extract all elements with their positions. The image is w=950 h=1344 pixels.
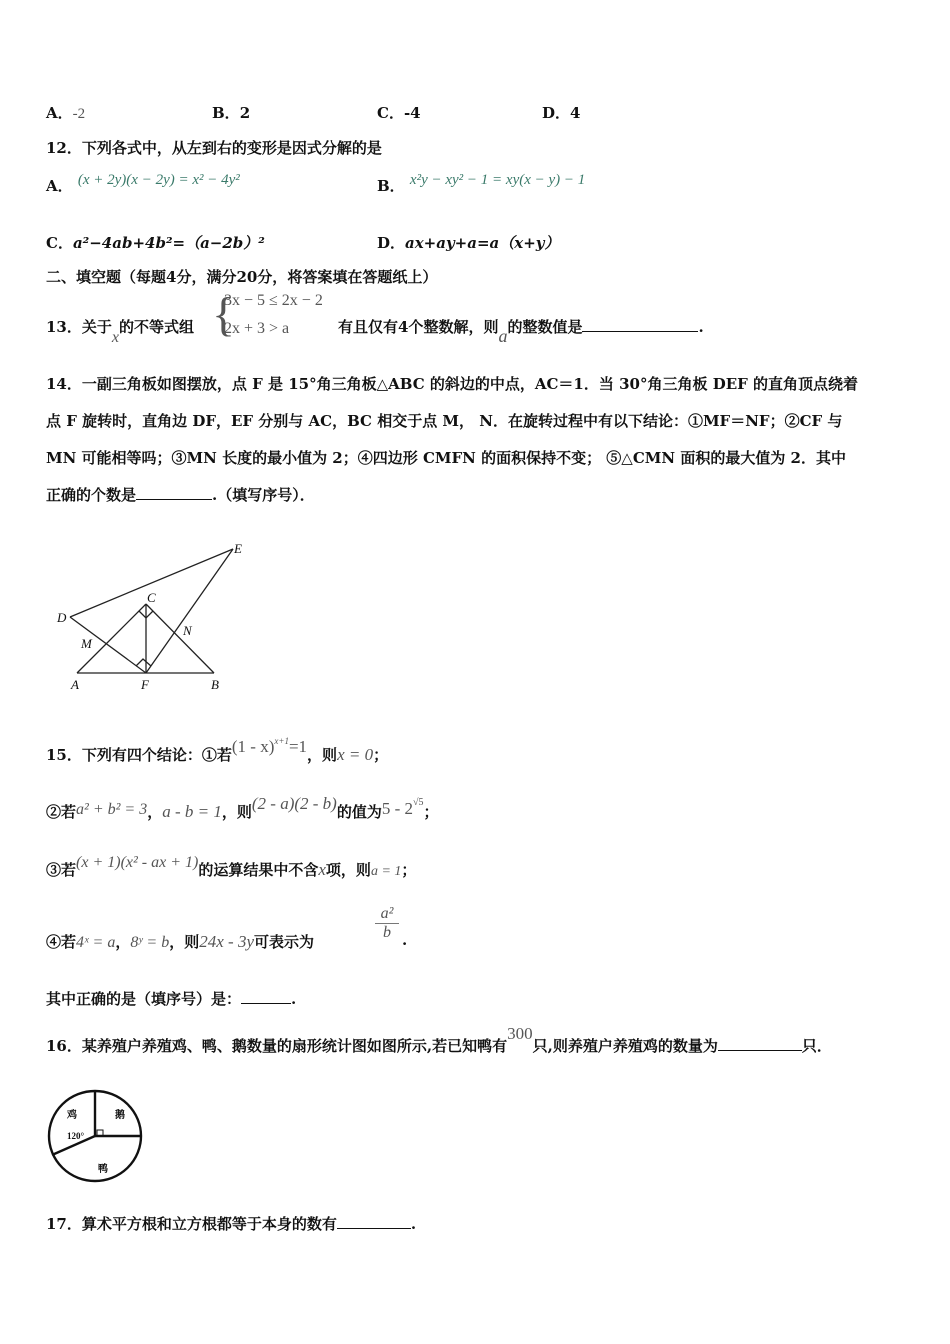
q12-option-c	[46, 232, 265, 253]
segment-cb	[146, 604, 214, 673]
q15-answer-end: .	[291, 990, 297, 1008]
q15-s4-expr-3: 24x - 3y	[199, 932, 254, 951]
label-b: B	[211, 677, 219, 692]
q15-s4-comma: ，	[115, 933, 131, 951]
q15-s2-expr-1: a² + b² = 3	[76, 801, 148, 818]
q15-s4-denominator: b	[383, 924, 391, 941]
q15-statement-2	[46, 794, 439, 822]
q15-answer-blank[interactable]	[241, 989, 291, 1004]
label-f: F	[141, 677, 149, 692]
q14-text	[46, 366, 906, 514]
q15-s1-end: ；	[373, 746, 389, 764]
q15-s1-expr: (1 - x)	[231, 737, 275, 756]
q11-option-b	[212, 102, 250, 123]
q15-statement-3	[46, 854, 417, 880]
q12-option-c-label: C．	[46, 234, 73, 252]
q13-var-a: a	[498, 326, 508, 346]
q15-s3-mid: 的运算结果中不含	[198, 861, 319, 879]
q15-s2-expr-2: a - b = 1	[162, 802, 222, 821]
q15-s4-expr-2: 8ʸ = b	[130, 934, 170, 951]
q14-line-4-text: 正确的个数是	[46, 486, 137, 504]
q15-s2-then: ，则	[221, 803, 252, 821]
q12-option-a-expr: (x + 2y)(x − 2y) = x² − 4y²	[77, 172, 240, 188]
q11-option-d	[542, 102, 580, 123]
right-angle-f	[136, 659, 151, 666]
q12-stem: 12．下列各式中，从左到右的变形是因式分解的是	[46, 139, 382, 157]
q15-s1-exponent: x+1	[274, 736, 289, 746]
q16-pie-chart	[45, 1088, 151, 1188]
q14-triangle-figure	[50, 535, 250, 695]
q16-prefix: 16．某养殖户养殖鸡、鸭、鹅数量的扇形统计图如图所示,若已知鸭有	[46, 1037, 508, 1055]
q17-answer-blank[interactable]	[337, 1214, 411, 1229]
q14-line-4-end: .（填写序号）．	[212, 486, 315, 504]
q11-option-a-value: -2	[72, 106, 86, 122]
q15-s3-result: a = 1	[370, 864, 402, 879]
q15-s1-result: x = 0	[337, 745, 374, 764]
q13-ineq2: 2x + 3 > a	[224, 320, 290, 337]
q11-option-c-label: C．	[377, 104, 404, 122]
q17-text: 17．算术平方根和立方根都等于本身的数有	[46, 1215, 337, 1233]
q15-s2-comma: ，	[147, 803, 163, 821]
q14-line-4	[46, 477, 906, 514]
q15-s2-end: ；	[423, 803, 439, 821]
q15-s3-prefix: ③若	[46, 861, 77, 879]
q15-answer-text: 其中正确的是（填序号）是：	[46, 990, 242, 1008]
q12-option-a	[46, 172, 240, 196]
pie-label-angle: 120°	[67, 1131, 85, 1141]
q16-line	[46, 1024, 832, 1056]
q12-option-d-expr: ax+ay+a=a（x+y）	[405, 234, 560, 252]
q15-answer-line	[46, 988, 296, 1009]
label-m: M	[81, 636, 92, 651]
q11-option-c	[377, 102, 421, 123]
q15-statement-4	[46, 931, 314, 952]
q16-duck-count: 300	[507, 1024, 533, 1043]
q14-line-3: MN 可能相等吗；③MN 长度的最小值为 2；④四边形 CMFN 的面积保持不变； ⑤△CMN 面积的最大值为 2．其中	[46, 449, 846, 467]
q15-s1-then: ，则	[307, 746, 338, 764]
pie-label-chicken: 鸡	[67, 1110, 77, 1121]
section-2-heading: 二、填空题（每题4分，满分20分，将答案填在答题纸上）	[46, 268, 438, 286]
pie-label-goose: 鹅	[115, 1110, 125, 1121]
q12-option-a-label: A．	[46, 177, 73, 195]
q13-end: .	[698, 318, 704, 336]
q11-option-b-label: B．	[212, 104, 240, 122]
q15-s3-end: ；	[401, 861, 417, 879]
q11-option-d-label: D．	[542, 104, 571, 122]
q13-line	[46, 316, 194, 346]
q15-s2-prefix: ②若	[46, 803, 77, 821]
q11-option-b-value: 2	[239, 104, 251, 122]
q13-ineq1: 3x − 5 ≤ 2x − 2	[224, 292, 323, 309]
q15-s4-expr-1: 4ˣ = a	[76, 934, 116, 951]
q13-suffix	[338, 316, 704, 346]
q12-option-b	[377, 172, 586, 196]
q15-s4-then: ，则	[169, 933, 200, 951]
q16-end: 只．	[801, 1037, 832, 1055]
q13-brace: {	[212, 288, 236, 341]
q15-statement-1	[46, 736, 389, 765]
label-c: C	[147, 590, 156, 605]
q15-s3-expr: (x + 1)(x² - ax + 1)	[76, 854, 199, 871]
q13-suffix-2: 的整数值是	[507, 318, 583, 336]
q13-suffix-1: 有且仅有4个整数解，则	[338, 318, 499, 336]
q17-end: .	[410, 1215, 417, 1233]
pie-label-duck: 鸭	[98, 1164, 108, 1175]
q11-option-a-label: A．	[46, 104, 73, 122]
q12-option-b-label: B．	[377, 177, 405, 195]
label-a: A	[71, 677, 79, 692]
q13-var-x: x	[111, 329, 119, 346]
q15-s3-x: x	[318, 860, 326, 879]
q14-line-2: 点 F 旋转时，直角边 DF，EF 分别与 AC，BC 相交于点 M， N．在旋转过程中有以下结论：①MF＝NF；②CF 与	[46, 412, 843, 430]
q15-s2-value-text: 的值为	[336, 803, 382, 821]
q16-suffix: 只,则养殖户养殖鸡的数量为	[532, 1037, 718, 1055]
q12-option-d	[377, 232, 559, 253]
q15-s4-mid: 可表示为	[254, 933, 315, 951]
q15-s3-then: 项，则	[325, 861, 371, 879]
q15-s1-eq: =1	[288, 737, 308, 756]
q15-s2-result: 5 - 2	[381, 799, 414, 818]
q15-stem: 15．下列有四个结论：①若	[46, 746, 232, 764]
q12-option-b-expr: x²y − xy² − 1 = xy(x − y) − 1	[409, 172, 586, 188]
q12-option-c-expr: a²−4ab+4b²=（a−2b）²	[72, 234, 265, 252]
q15-s4-prefix: ④若	[46, 933, 77, 951]
q16-answer-blank[interactable]	[718, 1036, 802, 1051]
q13-prefix: 13．关于	[46, 318, 112, 336]
q15-s2-expr-3: (2 - a)(2 - b)	[251, 794, 337, 813]
q11-option-a	[46, 102, 85, 123]
q13-answer-blank[interactable]	[582, 317, 698, 332]
label-n: N	[183, 623, 192, 638]
q15-s4-end: .	[402, 931, 408, 949]
q15-s2-root: √5	[413, 797, 424, 808]
q17-line	[46, 1213, 416, 1234]
label-d: D	[57, 610, 67, 625]
q14-answer-blank[interactable]	[136, 485, 212, 500]
q14-line-1: 14．一副三角板如图摆放，点 F 是 15°角三角板△ABC 的斜边的中点，AC＝1．当 30°角三角板 DEF 的直角顶点绕着	[46, 375, 859, 393]
q15-s4-numerator: a²	[375, 905, 399, 924]
q11-option-d-value: 4	[570, 104, 581, 122]
q15-s4-fraction	[375, 905, 399, 942]
q12-option-d-label: D．	[377, 234, 406, 252]
q13-mid: 的不等式组	[118, 318, 194, 336]
label-e: E	[234, 541, 242, 556]
q11-option-c-value: -4	[403, 104, 421, 122]
